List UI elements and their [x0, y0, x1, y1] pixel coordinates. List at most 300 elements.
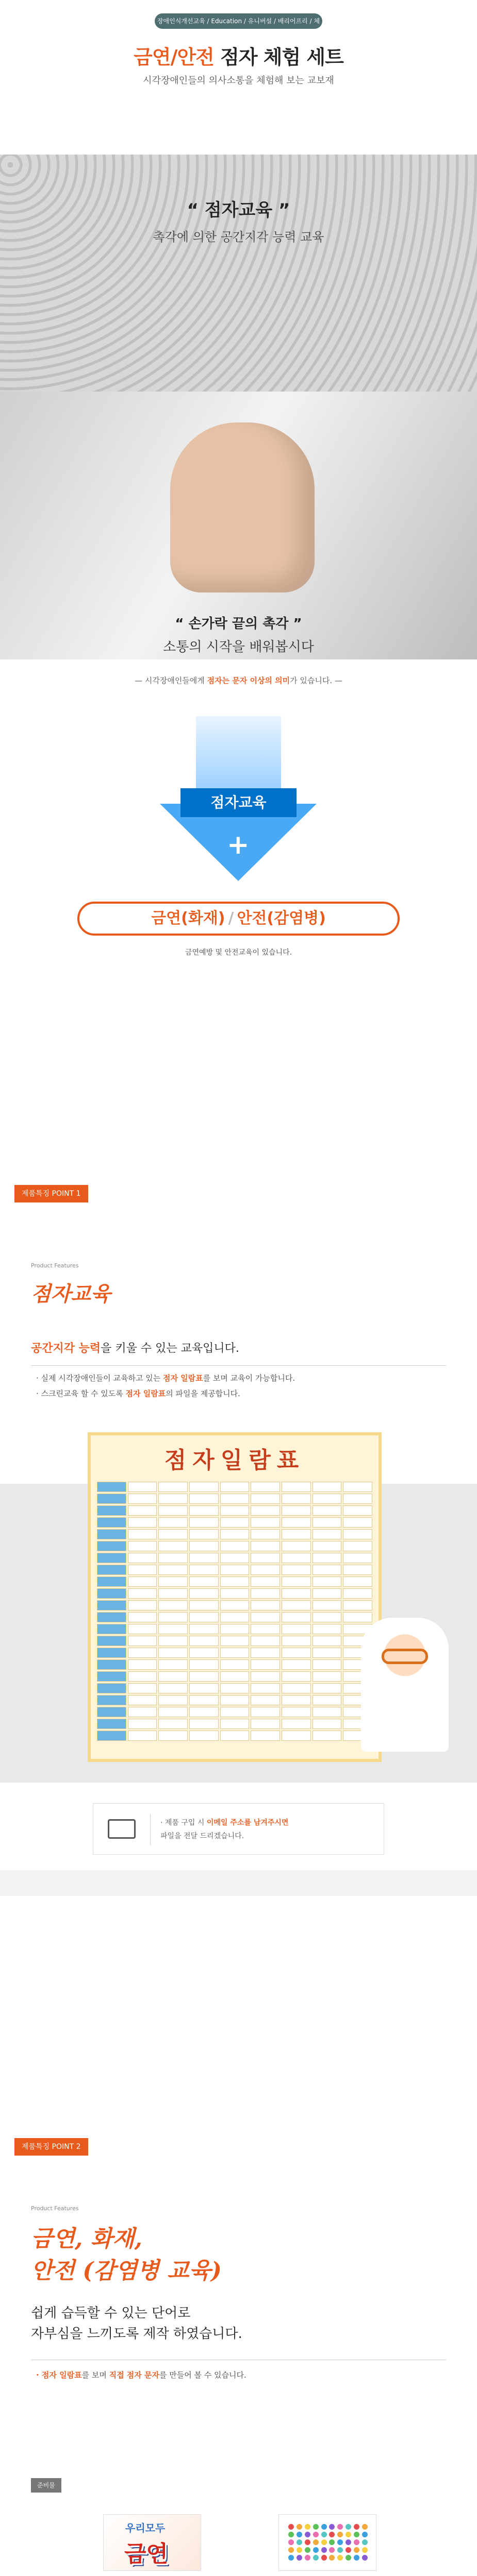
chart-cell: [312, 1683, 342, 1693]
chart-cell: [220, 1648, 250, 1658]
chart-cell: [158, 1683, 188, 1693]
point2-desc-line-1: 쉽게 습득할 수 있는 단어로: [31, 2306, 191, 2321]
chart-cell: [189, 1671, 219, 1682]
bullet-text: · 실제 시각장애인들이 교육하고 있는: [36, 1374, 163, 1383]
chart-cell: [251, 1529, 280, 1539]
chart-cell: [97, 1695, 126, 1705]
sticker-dot: [346, 2524, 351, 2530]
point2-desc-line-2: 자부심을 느끼도록 제작 하였습니다.: [31, 2326, 242, 2342]
point2-title-line-1: 금연, 화재,: [31, 2226, 142, 2252]
chart-cell: [97, 1731, 126, 1741]
sticker-dot: [305, 2524, 310, 2530]
point1-desc-rest: 을 키울 수 있는 교육입니다.: [101, 1342, 239, 1355]
chart-cell: [128, 1529, 157, 1539]
chart-cell: [189, 1624, 219, 1634]
chart-cell: [97, 1565, 126, 1575]
sticker-dot: [305, 2539, 310, 2545]
chart-cell: [220, 1600, 250, 1611]
sticker-dot: [288, 2524, 294, 2530]
sticker-dot: [321, 2532, 327, 2537]
sticker-dot: [346, 2547, 351, 2553]
chart-cell: [97, 1719, 126, 1729]
bullet-text: · 스크린교육 할 수 있도록: [36, 1389, 126, 1398]
chart-cell: [128, 1612, 157, 1622]
sticker-dot: [305, 2532, 310, 2537]
sticker-dot: [337, 2532, 343, 2537]
chart-cell: [158, 1659, 188, 1670]
chart-cell: [251, 1600, 280, 1611]
point2-title: [31, 2223, 222, 2287]
sticker-dot: [362, 2547, 368, 2553]
bullet-text: 를 보며 교육이 가능합니다.: [203, 1374, 295, 1383]
chart-cell: [282, 1659, 311, 1670]
chart-cell: [189, 1517, 219, 1528]
chart-cell: [97, 1612, 126, 1622]
chart-cell: [343, 1505, 372, 1516]
chart-cell: [343, 1541, 372, 1551]
divider: [31, 1365, 446, 1366]
quote-box-2: [144, 608, 333, 665]
chart-cell: [158, 1565, 188, 1575]
chart-cell: [220, 1482, 250, 1492]
chart-cell: [282, 1600, 311, 1611]
pill-subtitle: 금연예방 및 안전교육이 있습니다.: [185, 948, 292, 957]
point2-desc: [31, 2303, 242, 2344]
chart-cell: [220, 1731, 250, 1741]
sticker-dot: [313, 2524, 319, 2530]
chart-cell: [158, 1482, 188, 1492]
sticker-dot: [337, 2555, 343, 2561]
separator-pre: — 시각장애인들에게: [135, 676, 207, 685]
chart-cell: [282, 1517, 311, 1528]
chart-cell: [220, 1671, 250, 1682]
chart-cell: [251, 1671, 280, 1682]
chart-cell: [158, 1671, 188, 1682]
chart-cell: [189, 1683, 219, 1693]
separator-post: 가 있습니다. —: [290, 676, 342, 685]
chart-cell: [282, 1683, 311, 1693]
header-badge: 장애인식개선교육 / Education / 유니버설 / 배리어프리 / 체험교육 프로그램: [155, 13, 322, 29]
chart-cell: [282, 1588, 311, 1599]
glasses-icon: [382, 1649, 428, 1664]
sticker-image: [278, 2514, 376, 2571]
chart-cell: [97, 1659, 126, 1670]
chart-cell: [128, 1517, 157, 1528]
chart-cell: [189, 1731, 219, 1741]
sticker-dot: [288, 2539, 294, 2545]
chart-cell: [158, 1648, 188, 1658]
chart-cell: [97, 1494, 126, 1504]
chart-cell: [189, 1719, 219, 1729]
chart-cell: [158, 1541, 188, 1551]
point2-tag: 제품특징 POINT 2: [14, 2138, 88, 2156]
chart-cell: [251, 1541, 280, 1551]
chart-cell: [189, 1659, 219, 1670]
point2-product-features: Product Features: [31, 2205, 79, 2212]
chart-cell: [128, 1719, 157, 1729]
chart-cell: [128, 1565, 157, 1575]
chart-cell: [158, 1494, 188, 1504]
chart-cell: [282, 1648, 311, 1658]
chart-cell: [282, 1482, 311, 1492]
hero-section: [0, 0, 477, 896]
chart-cell: [251, 1636, 280, 1646]
chart-cell: [312, 1494, 342, 1504]
sticker-dot: [362, 2532, 368, 2537]
email-notice-line-2: 파일을 전달 드리겠습니다.: [160, 1832, 244, 1840]
title-rest: 점자 체험 세트: [213, 46, 343, 69]
chart-cell: [189, 1588, 219, 1599]
chart-cell: [251, 1719, 280, 1729]
chart-cell: [158, 1719, 188, 1729]
chart-cell: [343, 1600, 372, 1611]
bullet-bold: 점자 일람표: [125, 1389, 166, 1398]
sticker-dot: [337, 2547, 343, 2553]
chart-cell: [97, 1541, 126, 1551]
chart-cell: [158, 1636, 188, 1646]
chart-cell: [312, 1588, 342, 1599]
chart-cell: [220, 1565, 250, 1575]
braille-background-image: [0, 155, 477, 392]
chart-cell: [312, 1553, 342, 1563]
point1-product-features: Product Features: [31, 1262, 79, 1269]
sticker-dot: [329, 2524, 335, 2530]
chart-cell: [282, 1577, 311, 1587]
chart-cell: [189, 1636, 219, 1646]
chart-cell: [220, 1707, 250, 1717]
chart-cell: [343, 1482, 372, 1492]
chart-cell: [251, 1482, 280, 1492]
page-title: [0, 41, 477, 70]
sticker-dot-grid: [288, 2524, 368, 2561]
chart-cell: [251, 1612, 280, 1622]
sticker-dot: [288, 2555, 294, 2561]
chart-cell: [158, 1505, 188, 1516]
chart-cell: [312, 1695, 342, 1705]
chart-cell: [282, 1612, 311, 1622]
chart-cell: [189, 1707, 219, 1717]
sticker-dot: [346, 2539, 351, 2545]
chart-cell: [343, 1494, 372, 1504]
chart-cell: [97, 1482, 126, 1492]
chart-cell: [189, 1529, 219, 1539]
chart-cell: [282, 1565, 311, 1575]
chart-cell: [128, 1707, 157, 1717]
chart-cell: [128, 1624, 157, 1634]
email-notice-text: [160, 1816, 288, 1843]
chart-cell: [343, 1577, 372, 1587]
chart-cell: [312, 1529, 342, 1539]
boy-illustration: [361, 1618, 449, 1752]
chart-cell: [312, 1505, 342, 1516]
pill-left: 금연(화재): [151, 909, 225, 927]
chart-cell: [282, 1671, 311, 1682]
email-notice-line-1: [160, 1816, 288, 1829]
sticker-dot: [346, 2532, 351, 2537]
chart-cell: [97, 1624, 126, 1634]
chart-cell: [312, 1600, 342, 1611]
chart-cell: [220, 1612, 250, 1622]
chart-cell: [220, 1494, 250, 1504]
chart-cell: [282, 1553, 311, 1563]
chart-cell: [97, 1648, 126, 1658]
chart-cell: [128, 1731, 157, 1741]
chart-cell: [282, 1624, 311, 1634]
sticker-dot: [288, 2547, 294, 2553]
bullet-text: 의 파일을 제공합니다.: [166, 1389, 240, 1398]
chart-cell: [282, 1695, 311, 1705]
point1-desc-bold: 공간지각 능력: [31, 1342, 101, 1355]
sticker-dot: [297, 2524, 302, 2530]
chart-cell: [128, 1482, 157, 1492]
email-notice-box: [93, 1803, 384, 1855]
sticker-dot: [321, 2539, 327, 2545]
sticker-dot: [305, 2555, 310, 2561]
sticker-dot: [354, 2532, 359, 2537]
chart-cell: [220, 1695, 250, 1705]
point1-desc: [31, 1340, 239, 1355]
bullet-bold: 직접 점자 문자: [109, 2370, 159, 2380]
quote-subtitle-1: 촉각에 의한 공간지각 능력 교육: [153, 230, 324, 244]
chart-cell: [251, 1565, 280, 1575]
chart-cell: [128, 1600, 157, 1611]
point1-title: 점자교육: [31, 1282, 111, 1306]
chart-cell: [312, 1541, 342, 1551]
chart-cell: [97, 1588, 126, 1599]
chart-cell: [220, 1719, 250, 1729]
chart-cell: [97, 1600, 126, 1611]
chart-cell: [189, 1494, 219, 1504]
chart-cell: [251, 1505, 280, 1516]
chart-cell: [128, 1494, 157, 1504]
page-subtitle: 시각장애인들의 의사소통을 체험해 보는 교보재: [143, 75, 334, 86]
sticker-dot: [297, 2555, 302, 2561]
chart-cell: [189, 1600, 219, 1611]
quote-subtitle-2: 소통의 시작을 배워봅시다: [163, 639, 314, 655]
chart-cell: [97, 1517, 126, 1528]
sticker-dot: [313, 2555, 319, 2561]
chart-cell: [343, 1529, 372, 1539]
chart-cell: [343, 1517, 372, 1528]
chart-cell: [282, 1719, 311, 1729]
chart-cell: [251, 1624, 280, 1634]
chart-cell: [312, 1731, 342, 1741]
chart-cell: [282, 1505, 311, 1516]
chart-cell: [128, 1671, 157, 1682]
braille-chart-image: [88, 1432, 382, 1762]
chart-cell: [158, 1612, 188, 1622]
chart-cell: [128, 1588, 157, 1599]
chart-cell: [220, 1624, 250, 1634]
chart-cell: [312, 1671, 342, 1682]
sticker-dot: [354, 2555, 359, 2561]
bullet-text: 를 만들어 볼 수 있습니다.: [159, 2370, 246, 2380]
chart-cell: [189, 1612, 219, 1622]
chart-cell: [251, 1577, 280, 1587]
chart-cell: [158, 1529, 188, 1539]
sticker-dot: [329, 2547, 335, 2553]
mail-bold: 이메일 주소를 남겨주시면: [206, 1819, 289, 1827]
chart-cell: [220, 1505, 250, 1516]
bullet-bold: · 점자 일람표: [36, 2370, 82, 2380]
chart-cell: [189, 1541, 219, 1551]
chart-cell: [343, 1588, 372, 1599]
point2-title-line-2: 안전 (감염병 교육): [31, 2258, 222, 2284]
chart-cell: [312, 1659, 342, 1670]
chart-cell: [97, 1577, 126, 1587]
chart-cell: [189, 1565, 219, 1575]
chart-cell: [128, 1541, 157, 1551]
mail-icon: [108, 1819, 136, 1839]
chart-cell: [158, 1577, 188, 1587]
topic-pill: [77, 902, 400, 936]
chart-cell: [158, 1707, 188, 1717]
chart-cell: [220, 1659, 250, 1670]
point2-bullet-1: [36, 2367, 246, 2383]
chart-cell: [220, 1577, 250, 1587]
sticker-dot: [321, 2547, 327, 2553]
chart-cell: [312, 1517, 342, 1528]
chart-cell: [97, 1671, 126, 1682]
pill-right: 안전(감염병): [237, 909, 326, 927]
chart-cell: [128, 1636, 157, 1646]
chart-cell: [343, 1565, 372, 1575]
chart-cell: [251, 1683, 280, 1693]
chart-cell: [282, 1731, 311, 1741]
quote-title-1: “ 점자교육 ”: [187, 200, 290, 221]
chart-cell: [128, 1505, 157, 1516]
chart-cell: [282, 1494, 311, 1504]
mail-text: · 제품 구입 시: [160, 1819, 207, 1827]
postcard-word-main: 금연: [124, 2541, 169, 2567]
chart-cell: [312, 1648, 342, 1658]
chart-cell: [312, 1565, 342, 1575]
chart-cell: [158, 1695, 188, 1705]
chart-cell: [312, 1624, 342, 1634]
sticker-dot: [354, 2524, 359, 2530]
pill-divider: /: [228, 909, 234, 927]
sticker-dot: [313, 2532, 319, 2537]
chart-cell: [282, 1707, 311, 1717]
chart-cell: [97, 1683, 126, 1693]
chart-cell: [220, 1588, 250, 1599]
chart-cell: [97, 1505, 126, 1516]
sticker-dot: [297, 2547, 302, 2553]
plus-icon: +: [227, 829, 250, 860]
chart-cell: [251, 1659, 280, 1670]
chart-cell: [220, 1636, 250, 1646]
hand-icon: [170, 422, 315, 592]
chart-cell: [343, 1553, 372, 1563]
chart-cell: [312, 1707, 342, 1717]
chart-cell: [128, 1648, 157, 1658]
sticker-dot: [354, 2547, 359, 2553]
chart-cell: [282, 1541, 311, 1551]
chart-cell: [251, 1648, 280, 1658]
chart-cell: [158, 1553, 188, 1563]
chart-cell: [128, 1553, 157, 1563]
chart-cell: [220, 1529, 250, 1539]
chart-cell: [251, 1695, 280, 1705]
bullet-bold: 점자 일람표: [162, 1374, 203, 1383]
point1-bullet-2: [36, 1386, 295, 1401]
sticker-dot: [321, 2524, 327, 2530]
braille-chart-title: 점자일람표: [164, 1447, 305, 1473]
chart-cell: [158, 1731, 188, 1741]
sticker-dot: [354, 2539, 359, 2545]
chart-cell: [282, 1636, 311, 1646]
sticker-dot: [297, 2539, 302, 2545]
chart-cell: [128, 1659, 157, 1670]
chart-cell: [220, 1683, 250, 1693]
chart-cell: [128, 1683, 157, 1693]
chart-cell: [158, 1600, 188, 1611]
arrow-label: 점자교육: [180, 788, 297, 817]
chart-cell: [189, 1553, 219, 1563]
chart-cell: [220, 1517, 250, 1528]
chart-cell: [158, 1517, 188, 1528]
chart-cell: [251, 1494, 280, 1504]
sticker-dot: [288, 2532, 294, 2537]
chart-cell: [312, 1577, 342, 1587]
chart-cell: [251, 1553, 280, 1563]
divider: [150, 1814, 151, 1845]
point2-bullet: [36, 2367, 246, 2383]
chart-cell: [97, 1529, 126, 1539]
chart-cell: [189, 1577, 219, 1587]
chart-cell: [97, 1707, 126, 1717]
postcard-word-top: 우리모두: [125, 2522, 166, 2534]
chart-cell: [220, 1541, 250, 1551]
sticker-dot: [346, 2555, 351, 2561]
chart-cell: [251, 1731, 280, 1741]
chart-cell: [97, 1636, 126, 1646]
sticker-dot: [313, 2547, 319, 2553]
point1-bullet-1: [36, 1370, 295, 1386]
sticker-dot: [362, 2555, 368, 2561]
sticker-dot: [362, 2524, 368, 2530]
chart-cell: [158, 1588, 188, 1599]
chart-cell: [251, 1517, 280, 1528]
chart-cell: [251, 1707, 280, 1717]
sticker-dot: [321, 2555, 327, 2561]
chart-cell: [189, 1695, 219, 1705]
sticker-dot: [329, 2539, 335, 2545]
section-gap: [0, 1870, 477, 1896]
chart-cell: [97, 1553, 126, 1563]
title-highlight: 금연/안전: [134, 46, 214, 69]
quote-title-2: “ 손가락 끝의 촉각 ”: [175, 616, 302, 632]
sticker-dot: [337, 2524, 343, 2530]
chart-cell: [128, 1695, 157, 1705]
braille-chart-grid: [97, 1482, 372, 1741]
bullet-text: 를 보며: [81, 2370, 109, 2380]
chart-cell: [189, 1482, 219, 1492]
chart-cell: [128, 1577, 157, 1587]
chart-cell: [220, 1553, 250, 1563]
chart-cell: [312, 1719, 342, 1729]
chart-cell: [312, 1636, 342, 1646]
point1-bullets: [36, 1370, 295, 1401]
chart-cell: [343, 1612, 372, 1622]
chart-cell: [189, 1505, 219, 1516]
point1-tag: 제품특징 POINT 1: [14, 1185, 88, 1202]
sticker-dot: [305, 2547, 310, 2553]
postcard-image: [103, 2514, 201, 2571]
chart-cell: [312, 1612, 342, 1622]
chart-cell: [251, 1588, 280, 1599]
chart-cell: [312, 1482, 342, 1492]
